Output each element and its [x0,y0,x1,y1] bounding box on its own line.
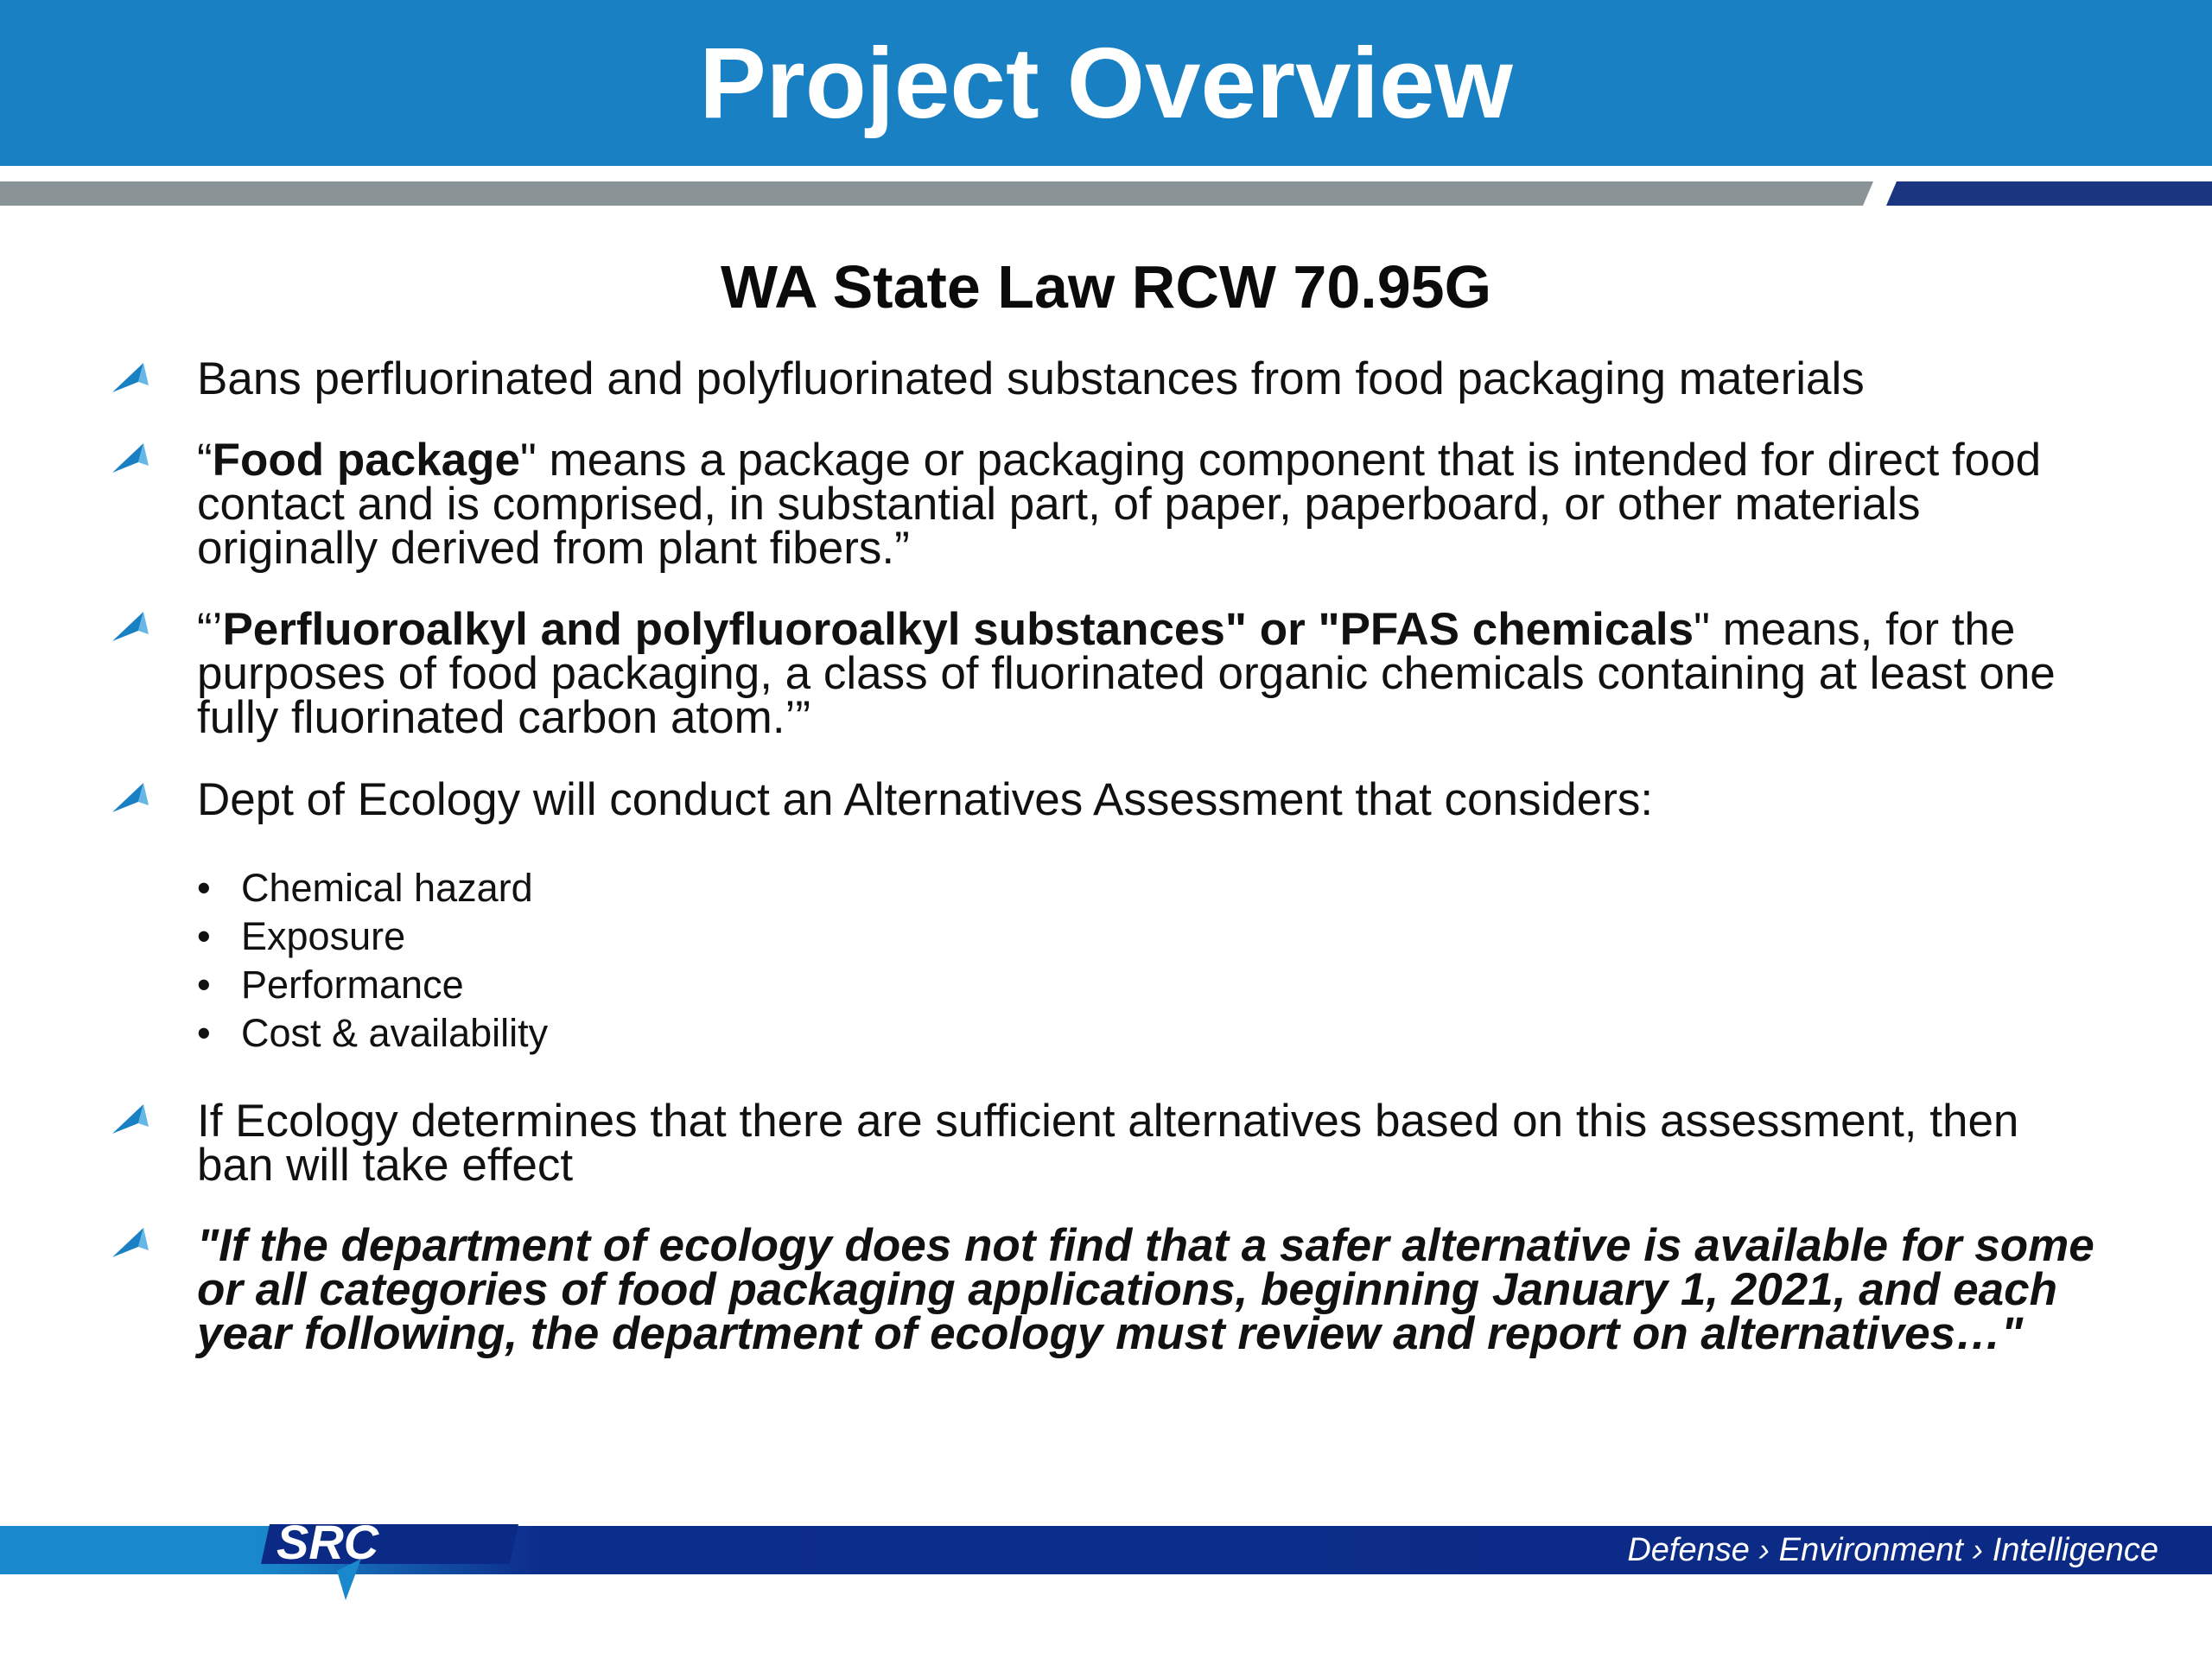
list-item [197,864,548,912]
divider-navy [1886,181,2212,206]
slide-subtitle: WA State Law RCW 70.95G [720,253,1492,321]
list-item [197,1009,548,1058]
list-item [197,912,548,961]
bullet-arrow-icon [109,356,152,399]
bullet-arrow-icon [109,1097,152,1141]
list-item [197,961,548,1009]
list-item-label: Chemical hazard [241,866,533,910]
assessment-criteria-list [197,864,548,1058]
bullet-law-quote: "If the department of ecology does not find that a safer alternative is available for some or all categories of food packaging applications, beginning January 1, 2021, and each year following, the department of ecology must review and report on alternatives…" [197,1220,2094,1359]
quote-open: “ [197,435,213,486]
bullet-arrow-icon [109,1221,152,1264]
bullet-food-package-definition [197,435,2098,574]
list-item-label: Exposure [241,914,406,958]
list-bullet: • [197,914,211,958]
definition-text: " means, for the purposes of food packaging, a class of fluorinated organic chemicals containing at least one fully fluorinated carbon atom.’” [197,604,2056,743]
bullet-ban-summary: Bans perfluorinated and polyfluorinated substances from food packaging materials [197,353,1865,404]
list-item-label: Cost & availability [241,1011,549,1055]
definition-text: " means a package or packaging component that is intended for direct food contact and is comprised, in substantial part, of paper, paperboard, or other materials originally derived from plant fibers.” [197,435,2042,574]
bullet-arrow-icon [109,605,152,648]
term-food-package: Food package [212,435,521,486]
list-bullet: • [197,963,211,1007]
page-title: Project Overview [699,27,1513,139]
list-bullet: • [197,1011,211,1055]
bullet-alternatives-assessment: Dept of Ecology will conduct an Alternatives Assessment that considers: [197,774,1654,825]
bullet-arrow-icon [109,776,152,819]
term-pfas: Perfluoroalkyl and polyfluoroalkyl substances" or "PFAS chemicals [222,604,1694,655]
bullet-pfas-definition [197,604,2098,743]
list-bullet: • [197,866,211,910]
quote-open: “’ [197,604,223,655]
footer-tagline: Defense › Environment › Intelligence [1627,1532,2158,1568]
src-logo [259,1514,527,1609]
divider-gray [0,181,1873,206]
bullet-arrow-icon [109,436,152,480]
logo-text: SRC [276,1515,379,1569]
list-item-label: Performance [241,963,464,1007]
bullet-ban-effect: If Ecology determines that there are sufficient alternatives based on this assessment, then ban will take effect [197,1096,2019,1191]
